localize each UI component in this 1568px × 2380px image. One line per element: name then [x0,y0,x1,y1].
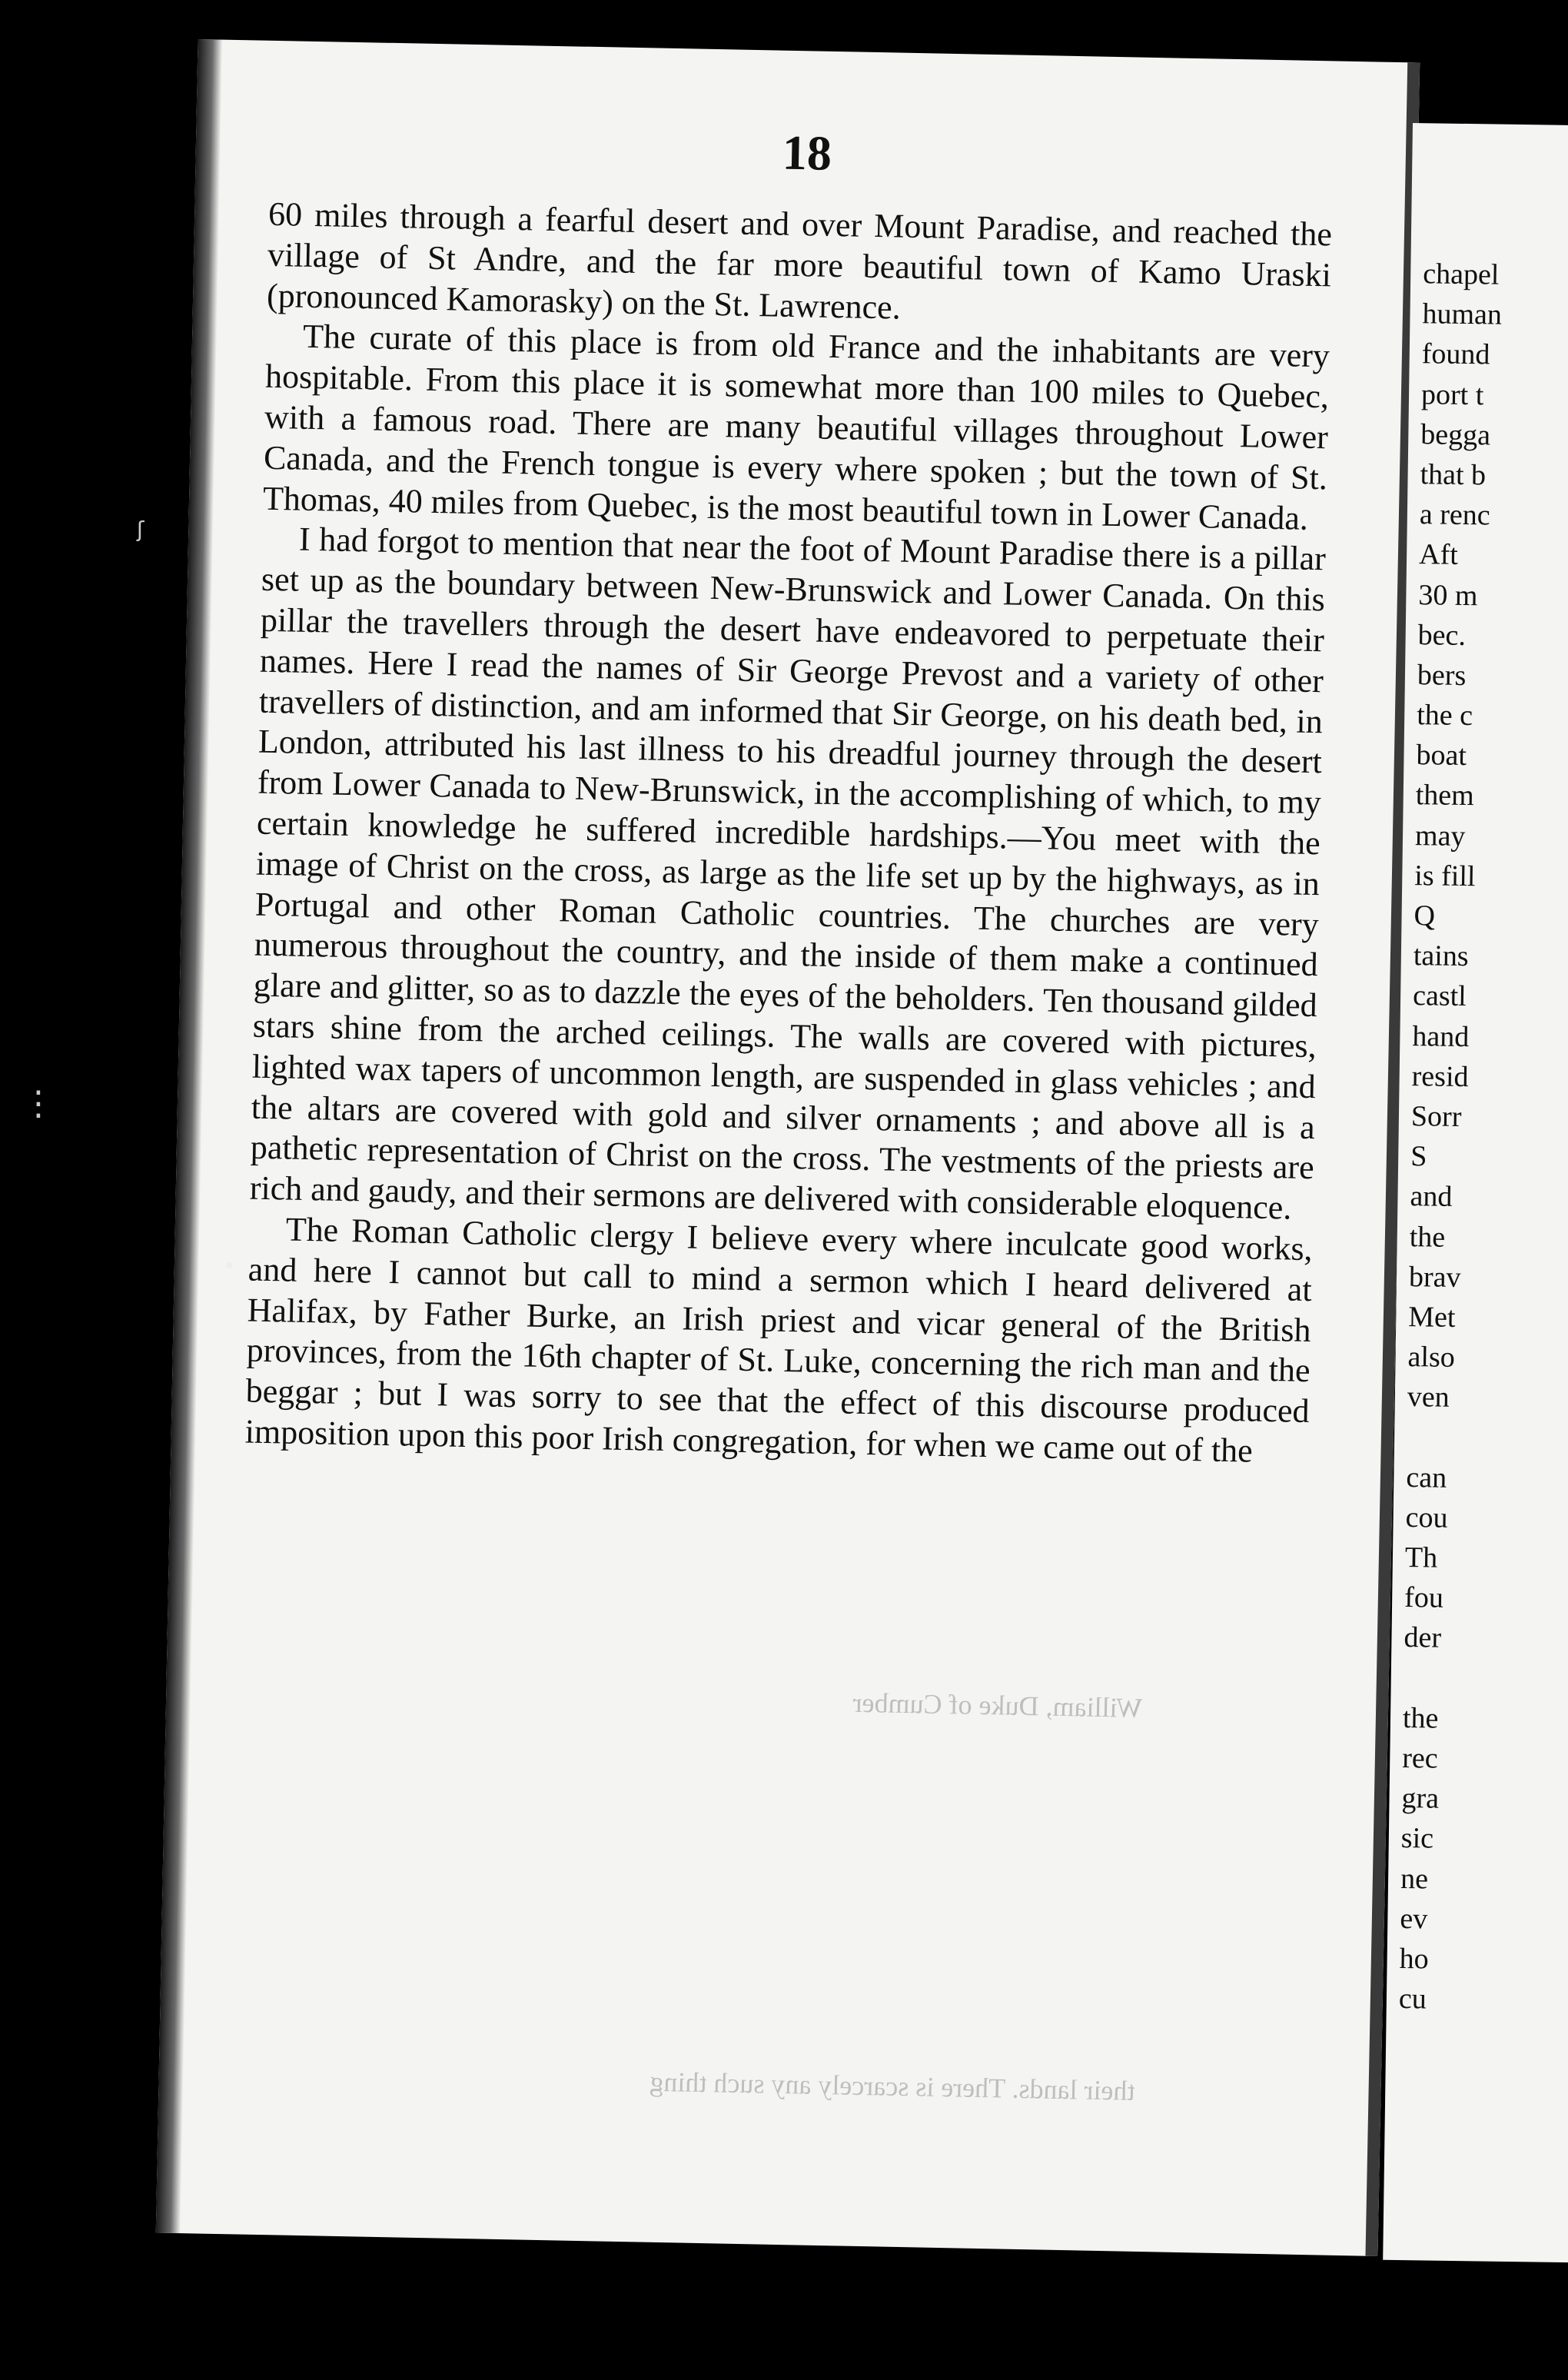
scan-mark: • [223,1253,236,1278]
facing-page-line: the [1402,1701,1439,1735]
facing-page-line: resid [1411,1059,1469,1093]
facing-page-line: gra [1401,1782,1440,1815]
facing-page-line [1407,1417,1568,1460]
facing-page-line: S [1410,1140,1427,1173]
paragraph: The curate of this place is from old France and the inhabitants are very hospitable. From this place it is somewhat more than 100 miles to Quebec, with a famous road. There are many beautiful villages throughout Lower Canada, and the French tongue is every where spoken ; but the town of St. Thomas, 40 miles from Quebec, is the most beautiful town in Lower Canada. [262,317,1330,537]
page-number: 18 [782,125,832,181]
facing-page-line: bers [1417,659,1467,692]
facing-page-line [1403,1658,1568,1701]
facing-page-line: Th [1404,1541,1438,1574]
facing-page-line: bec. [1417,618,1467,652]
facing-page-line: human [1422,298,1503,331]
body-text [244,194,1332,1473]
scan-mark: ʃ [137,517,145,542]
facing-page-line: the c [1416,699,1473,733]
paragraph: 60 miles through a fearful desert and over Mount Paradise, and reached the village of St Andre, and the far more beautiful town of Kamo Uraski (pronounced Kamorasky) on the St. Lawrence. [266,194,1333,327]
facing-page-line: ne [1400,1862,1429,1895]
facing-page-line: and [1410,1180,1453,1214]
facing-page-line: port t [1420,377,1484,411]
facing-page-line: der [1404,1621,1442,1655]
bleed-through-text: their lands. There is scarcely any such thing [649,2066,1135,2106]
paragraph: The Roman Catholic clergy I believe every where inculcate good works, and here I cannot but call to mind a sermon which I heard delivered at Halifax, by Father Burke, an Irish priest and vicar general of the British provinces, from the 16th chapter of St. Luke, concerning the rich man and the beggar ; but I was sorry to see that the effect of this discourse produced imposition upon this poor Irish congregation, for when we came out of the [244,1210,1314,1470]
facing-page-text [1399,254,1568,2022]
facing-page-line: brav [1408,1260,1461,1294]
scan-mark: ⋮ [22,1084,55,1123]
facing-page-line: rec [1402,1741,1438,1775]
facing-page [1383,123,1568,2263]
facing-page-line: them [1415,779,1475,813]
facing-page-line: ven [1407,1381,1450,1414]
facing-page-line: Sorr [1410,1100,1462,1133]
facing-page-line: fou [1404,1581,1444,1614]
book-page [156,39,1420,2256]
facing-page-line: Aft [1418,538,1459,572]
spine-shadow [156,39,223,2233]
paragraph: I had forgot to mention that near the foot of Mount Paradise there is a pillar set up as the boundary between New-Brunswick and Lower Canada. On this pillar the travellers through the desert have endeavored to perpetuate their names. Here I read the names of Sir George Prevost and a variety of other travellers of distinction, and am informed that Sir George, on his death bed, in London, attributed his last illness to his dreadful journey through the desert from Lower Canada to New-Brunswick, in the accomplishing of which, to my certain knowledge he suffered incredible hardships.—You meet with the image of Christ on the cross, as large as the life set up by the highways, as in Portugal and other Roman Catholic countries. The churches are very numerous throughout the country, and the inside of them make a continued glare and glitter, so as to dazzle the eyes of the beholders. Ten thousand gilded stars shine from the arched ceilings. The walls are covered with pictures, lighted wax tapers of uncommon length, are suspended in glass vehicles ; and the altars are covered with gold and silver ornaments ; and above all is a pathetic representation of Christ on the cross. The vestments of the priests are rich and gaudy, and their sermons are delivered with considerable eloquence. [249,520,1327,1227]
facing-page-line: the [1409,1220,1446,1254]
facing-page-line: hand [1412,1019,1470,1053]
facing-page-line: is fill [1414,859,1476,893]
facing-page-line: may [1414,819,1466,853]
facing-page-line: Met [1408,1300,1456,1334]
facing-page-line: chapel [1422,258,1500,291]
facing-page-line: ho [1399,1942,1429,1976]
facing-page-line: begga [1420,417,1491,452]
facing-page-line: that b [1420,458,1487,492]
facing-page-line: boat [1416,739,1467,773]
facing-page-line: a renc [1419,498,1490,532]
facing-page-line: sic [1400,1822,1434,1855]
bleed-through-text: William, Duke of Cumber [852,1687,1143,1724]
facing-page-line: castl [1412,979,1467,1013]
facing-page-line: cou [1405,1501,1448,1534]
facing-page-line: 30 m [1418,578,1478,612]
facing-page-line: tains [1413,939,1469,973]
facing-page-line: found [1421,337,1490,371]
facing-page-line: ev [1400,1902,1428,1936]
facing-page-line: cu [1398,1983,1427,2016]
facing-page-line: Q [1414,899,1436,932]
facing-page-line: also [1407,1341,1456,1374]
facing-page-line: can [1406,1461,1447,1494]
